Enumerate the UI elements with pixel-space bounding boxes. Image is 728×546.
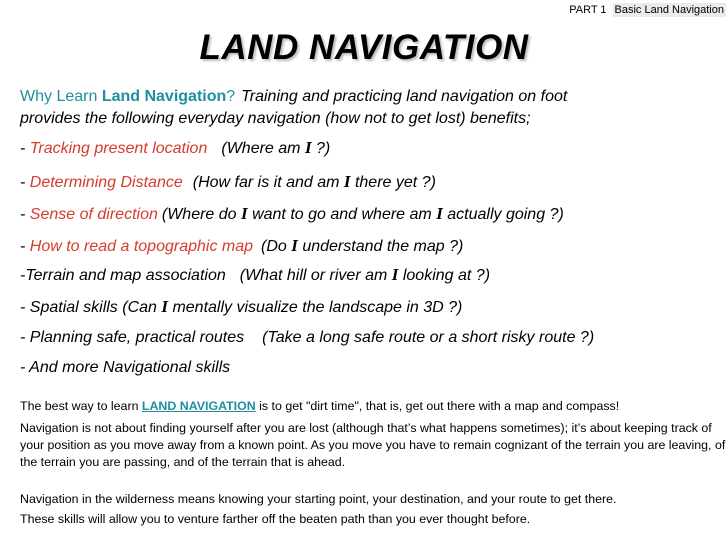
- benefit-question-end: looking at ?): [398, 267, 491, 284]
- intro-text: [20, 86, 720, 130]
- benefit-row: [20, 172, 436, 192]
- benefit-label: How to read a topographic map: [29, 238, 254, 255]
- benefit-question-end: understand the map ?): [297, 238, 464, 255]
- paragraph-dirt-time: [20, 398, 728, 415]
- benefit-row: [20, 329, 594, 347]
- paragraph-skills: These skills will allow you to venture farther off the beaten path than you ever thought before.: [20, 512, 531, 526]
- benefit-question-end: there yet ?): [350, 174, 436, 191]
- benefit-row: [20, 297, 462, 317]
- benefit-question-end: mentally visualize the landscape in 3D ?): [168, 299, 463, 316]
- benefit-label: - Planning safe, practical routes: [20, 329, 245, 346]
- why-suffix: ?: [226, 88, 236, 105]
- benefit-question-end: actually going ?): [442, 206, 564, 223]
- benefit-question-end: ?): [311, 140, 331, 157]
- benefit-question: (What hill or river am: [239, 267, 392, 284]
- benefit-dash: -: [20, 140, 30, 157]
- benefit-pronoun: I: [291, 236, 298, 255]
- benefit-row: [20, 236, 463, 256]
- benefit-dash: -: [20, 238, 30, 255]
- part-label: PART 1: [569, 4, 607, 16]
- benefit-row: [20, 138, 330, 158]
- benefit-row: [20, 204, 564, 224]
- benefit-pronoun: I: [436, 204, 443, 223]
- slide-header: [569, 4, 726, 16]
- paragraph-wilderness: Navigation in the wilderness means knowing your starting point, your destination, and your route to get there.: [20, 492, 617, 506]
- section-label: Basic Land Navigation: [614, 4, 724, 16]
- benefit-pronoun: I: [343, 172, 351, 191]
- benefit-label: Determining Distance: [29, 174, 183, 191]
- benefit-question: (Do: [261, 238, 292, 255]
- benefit-question: (Where am: [221, 140, 305, 157]
- benefit-row: [20, 265, 490, 285]
- benefit-question: (Where do: [161, 206, 241, 223]
- benefit-pronoun: I: [161, 297, 168, 316]
- benefit-label: - And more Navigational skills: [20, 359, 231, 376]
- benefit-label: Sense of direction: [29, 206, 158, 223]
- benefit-pronoun: I: [304, 138, 312, 157]
- paragraph-emphasis: LAND NAVIGATION: [141, 399, 256, 413]
- benefit-question: (How far is it and am: [192, 174, 344, 191]
- benefit-pronoun: I: [241, 204, 248, 223]
- why-question: [20, 88, 235, 105]
- benefit-question: (Take a long safe route or a short risky route ?): [262, 329, 595, 346]
- intro-line1: Training and practicing land navigation on foot: [241, 88, 568, 105]
- benefit-label: - Spatial skills (Can: [20, 299, 162, 316]
- benefit-dash: -: [20, 206, 30, 223]
- paragraph-navigation: Navigation is not about finding yourself after you are lost (although that’s what happens sometimes); it’s about keeping track of your position as you move away from a known point. As you move you have to remain cognizant of the terrain you are leaving, of the terrain you are passing, and of the terrain that is ahead.: [20, 421, 726, 469]
- benefit-question-mid: want to go and where am: [247, 206, 437, 223]
- page-title: LAND NAVIGATION: [199, 28, 529, 67]
- benefit-dash: -: [20, 174, 30, 191]
- benefit-label: -Terrain and map association: [20, 267, 226, 284]
- benefit-label: Tracking present location: [29, 140, 208, 157]
- why-prefix: Why Learn: [20, 88, 102, 105]
- paragraph-text: The best way to learn: [20, 399, 142, 413]
- why-bold: Land Navigation: [101, 88, 227, 105]
- benefit-pronoun: I: [391, 265, 399, 284]
- benefit-row: [20, 359, 230, 377]
- intro-line2: provides the following everyday navigation (how not to get lost) benefits;: [20, 110, 531, 127]
- paragraph-text: is to get "dirt time", that is, get out there with a map and compass!: [255, 399, 620, 413]
